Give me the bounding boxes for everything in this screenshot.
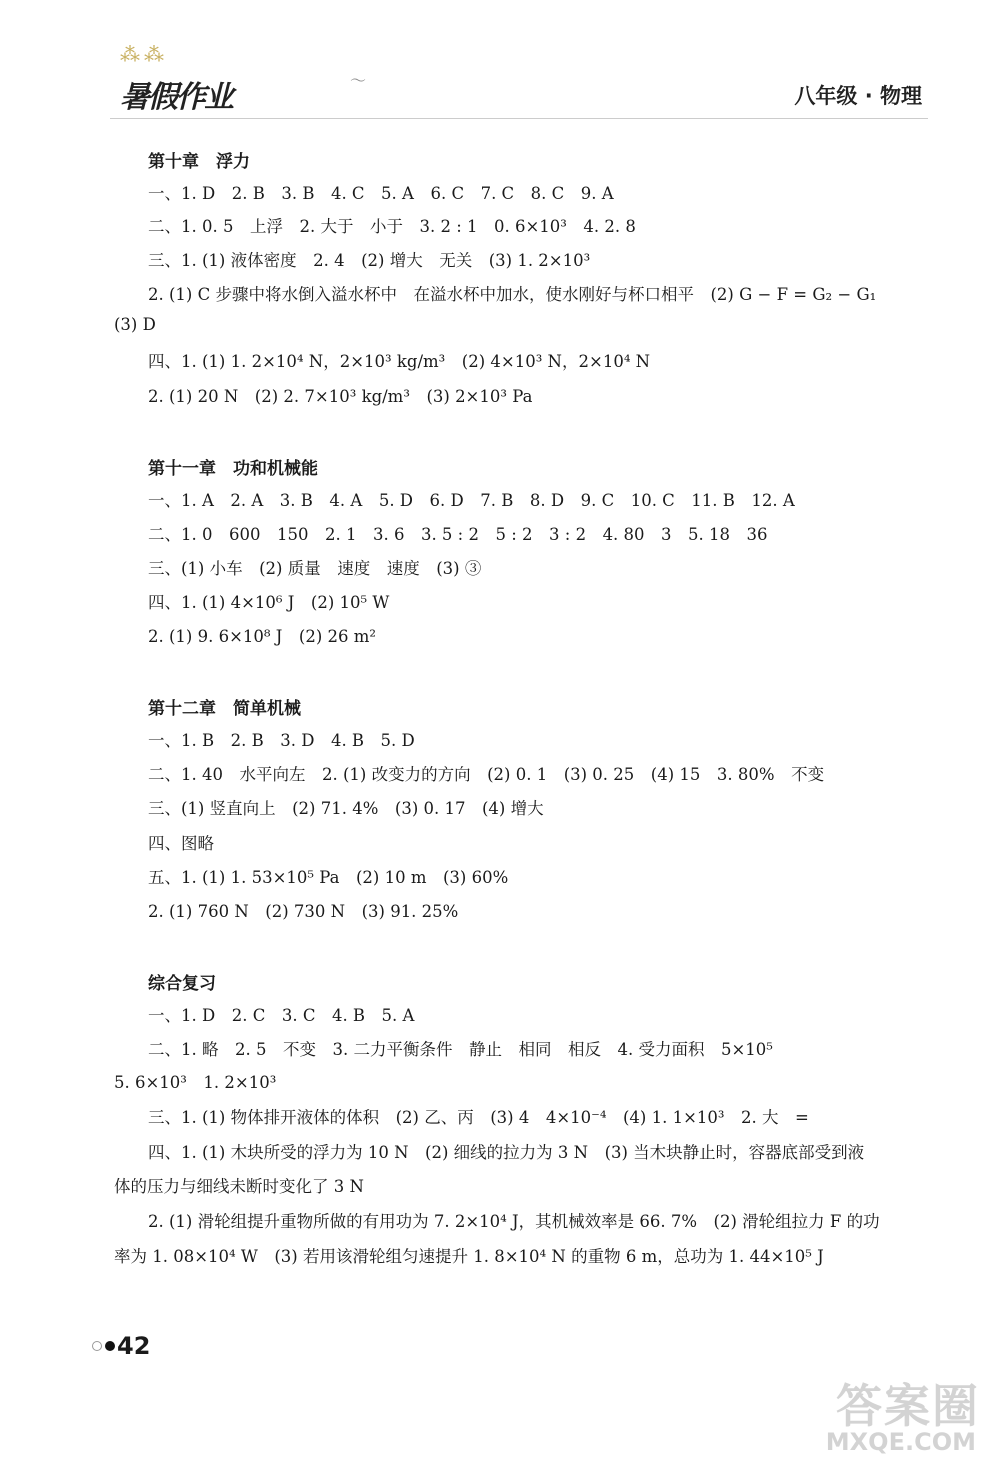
header-divider <box>110 118 928 119</box>
review-line-1: 一、1. D 2. C 3. C 4. B 5. A <box>148 1006 415 1025</box>
page-number <box>92 1332 150 1360</box>
chapter-11-title: 第十一章 功和机械能 <box>148 459 318 479</box>
ch12-line-6: 2. (1) 760 N (2) 730 N (3) 91. 25% <box>148 902 459 921</box>
ch10-line-4: 2. (1) C 步骤中将水倒入溢水杯中 在溢水杯中加水，使水刚好与杯口相平 (2) G − F = G₂ − G₁ <box>148 285 877 304</box>
ch11-line-4: 四、1. (1) 4×10⁶ J (2) 10⁵ W <box>148 593 390 612</box>
ch11-line-5: 2. (1) 9. 6×10⁸ J (2) 26 m² <box>148 627 377 646</box>
review-title: 综合复习 <box>148 974 216 994</box>
watermark <box>770 1370 980 1460</box>
review-line-6: 体的压力与细线未断时变化了 3 N <box>114 1177 364 1196</box>
solid-dot-icon <box>105 1341 115 1351</box>
ch10-line-7: 2. (1) 20 N (2) 2. 7×10³ kg/m³ (3) 2×10³ Pa <box>148 387 533 406</box>
ch10-line-1: 一、1. D 2. B 3. B 4. C 5. A 6. C 7. C 8. C 9. A <box>148 184 614 203</box>
ch10-line-3: 三、1. (1) 液体密度 2. 4 (2) 增大 无关 (3) 1. 2×10³ <box>148 251 591 270</box>
ch10-line-2: 二、1. 0. 5 上浮 2. 大于 小于 3. 2 : 1 0. 6×10³ 4. 2. 8 <box>148 217 636 236</box>
chapter-10-title: 第十章 浮力 <box>148 152 250 172</box>
bird-decoration: 〜 <box>350 71 367 90</box>
ch12-line-4: 四、图略 <box>148 834 214 853</box>
ring-dot-icon <box>92 1341 102 1351</box>
ch10-line-6: 四、1. (1) 1. 2×10⁴ N，2×10³ kg/m³ (2) 4×10³ N，2×10⁴ N <box>148 352 651 371</box>
ch11-line-3: 三、(1) 小车 (2) 质量 速度 速度 (3) ③ <box>148 559 482 578</box>
ch12-line-5: 五、1. (1) 1. 53×10⁵ Pa (2) 10 m (3) 60% <box>148 868 509 887</box>
chapter-12-title: 第十二章 简单机械 <box>148 699 301 719</box>
subject-label: 八年级 · 物理 <box>794 84 922 108</box>
page-number-text: 42 <box>117 1332 151 1360</box>
logo-decoration: ⁂⁂ <box>120 42 168 66</box>
watermark-logo: 答案圈 <box>836 1379 980 1433</box>
review-line-8: 率为 1. 08×10⁴ W (3) 若用该滑轮组匀速提升 1. 8×10⁴ N 的重物 6 m，总功为 1. 44×10⁵ J <box>114 1247 824 1266</box>
ch11-line-1: 一、1. A 2. A 3. B 4. A 5. D 6. D 7. B 8. D 9. C 10. C 11. B 12. A <box>148 491 795 510</box>
review-line-4: 三、1. (1) 物体排开液体的体积 (2) 乙、丙 (3) 4 4×10⁻⁴ (4) 1. 1×10³ 2. 大 = <box>148 1108 809 1127</box>
review-line-5: 四、1. (1) 木块所受的浮力为 10 N (2) 细线的拉力为 3 N (3) 当木块静止时，容器底部受到液 <box>148 1143 865 1162</box>
watermark-url: MXQE.COM <box>825 1428 976 1456</box>
ch10-line-5: (3) D <box>114 315 156 334</box>
review-line-3: 5. 6×10³ 1. 2×10³ <box>114 1073 277 1092</box>
ch11-line-2: 二、1. 0 600 150 2. 1 3. 6 3. 5 : 2 5 : 2 3 : 2 4. 80 3 5. 18 36 <box>148 525 768 544</box>
logo-title: 暑假作业 <box>120 80 232 115</box>
review-line-2: 二、1. 略 2. 5 不变 3. 二力平衡条件 静止 相同 相反 4. 受力面积 5×10⁵ <box>148 1040 773 1059</box>
ch12-line-3: 三、(1) 竖直向上 (2) 71. 4% (3) 0. 17 (4) 增大 <box>148 799 544 818</box>
review-line-7: 2. (1) 滑轮组提升重物所做的有用功为 7. 2×10⁴ J，其机械效率是 66. 7% (2) 滑轮组拉力 F 的功 <box>148 1212 880 1231</box>
ch12-line-1: 一、1. B 2. B 3. D 4. B 5. D <box>148 731 415 750</box>
ch12-line-2: 二、1. 40 水平向左 2. (1) 改变力的方向 (2) 0. 1 (3) 0. 25 (4) 15 3. 80% 不变 <box>148 765 825 784</box>
